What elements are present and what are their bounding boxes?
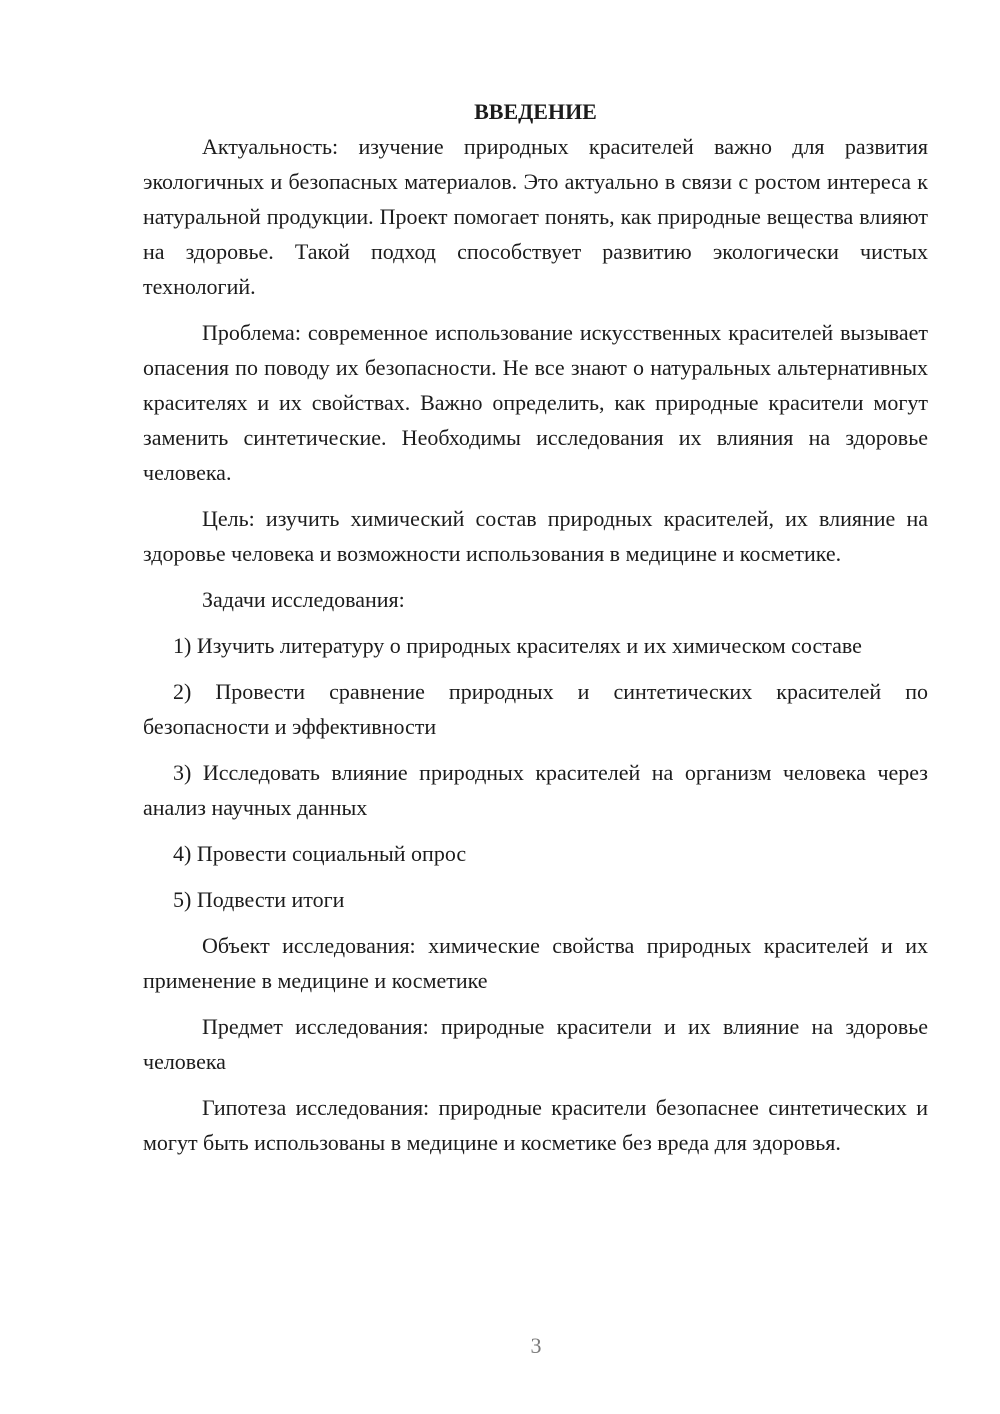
task-item-1: 1) Изучить литературу о природных красителях и их химическом составе	[173, 633, 862, 658]
page-body	[143, 94, 928, 1160]
hypothesis-paragraph: Гипотеза исследования: природные красители безопаснее синтетических и могут быть использованы в медицине и косметике без вреда для здоровья.	[143, 1095, 928, 1155]
task-item-2: 2) Провести сравнение природных и синтетических красителей по безопасности и эффективности	[143, 679, 928, 739]
task-item-3: 3) Исследовать влияние природных красителей на организм человека через анализ научных данных	[143, 760, 928, 820]
relevance-paragraph: Актуальность: изучение природных красителей важно для развития экологичных и безопасных материалов. Это актуально в связи с ростом интереса к натуральной продукции. Проект помогает понять, как природные вещества влияют на здоровье. Такой подход способствует развитию экологически чистых технологий.	[143, 134, 928, 299]
problem-paragraph: Проблема: современное использование искусственных красителей вызывает опасения по поводу их безопасности. Не все знают о натуральных альтернативных красителях и их свойствах. Важно определить, как природные красители могут заменить синтетические. Необходимы исследования их влияния на здоровье человека.	[143, 320, 928, 485]
subject-paragraph: Предмет исследования: природные красители и их влияние на здоровье человека	[143, 1014, 928, 1074]
page-title: ВВЕДЕНИЕ	[474, 99, 597, 124]
goal-paragraph: Цель: изучить химический состав природных красителей, их влияние на здоровье человека и возможности использования в медицине и косметике.	[143, 506, 928, 566]
task-item-4: 4) Провести социальный опрос	[173, 841, 467, 866]
object-paragraph: Объект исследования: химические свойства природных красителей и их применение в медицине и косметике	[143, 933, 928, 993]
page-number: 3	[530, 1333, 542, 1358]
tasks-heading: Задачи исследования:	[202, 587, 405, 612]
task-item-5: 5) Подвести итоги	[173, 887, 345, 912]
